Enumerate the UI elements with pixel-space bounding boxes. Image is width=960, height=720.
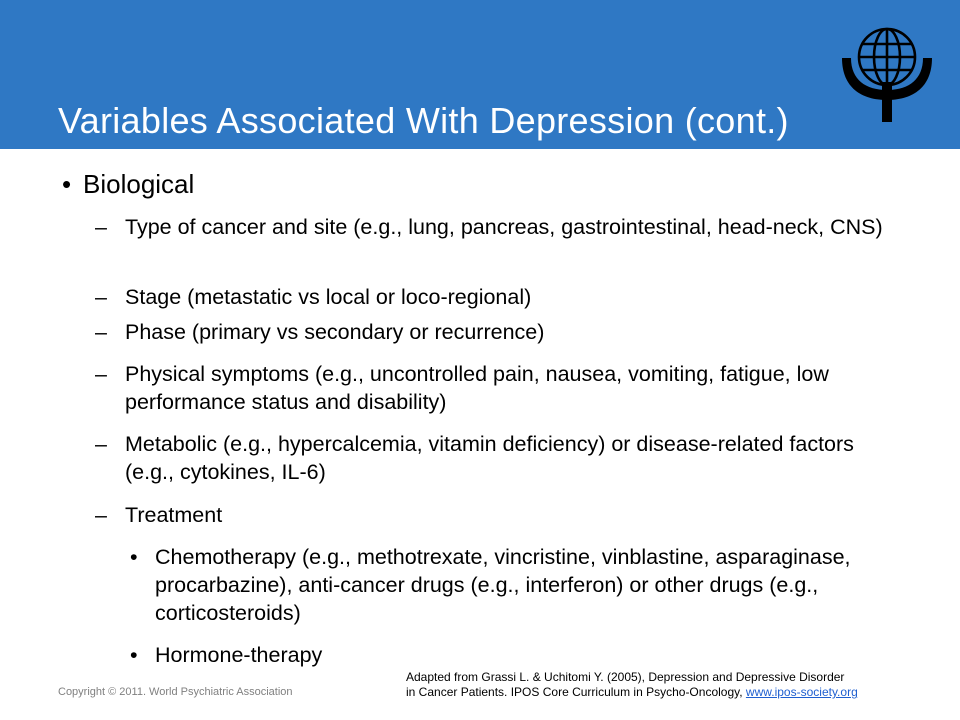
citation-line-1: Adapted from Grassi L. & Uchitomi Y. (2005), Depression and Depressive Disorder xyxy=(406,670,845,684)
sub-list-item-text: Hormone-therapy xyxy=(155,643,323,667)
bullet-text: Biological xyxy=(83,169,195,199)
dash-marker: – xyxy=(95,362,107,386)
sub-list-item-text: Chemotherapy (e.g., methotrexate, vincristine, vinblastine, asparaginase, procarbazine), anti-cancer drugs (e.g., interferon) or other drugs (e.g., corticosteroids) xyxy=(155,545,851,625)
citation-link[interactable]: www.ipos-society.org xyxy=(745,685,858,699)
list-item-text: Phase (primary vs secondary or recurrence) xyxy=(125,320,545,344)
bullet-marker: • xyxy=(62,169,72,199)
copyright-notice: Copyright © 2011. World Psychiatric Association xyxy=(58,686,293,698)
list-item-text: Physical symptoms (e.g., uncontrolled pain, nausea, vomiting, fatigue, low performance status and disability) xyxy=(125,362,829,414)
list-item-text: Treatment xyxy=(125,503,223,527)
list-item-text: Metabolic (e.g., hypercalcemia, vitamin deficiency) or disease-related factors (e.g., cytokines, IL-6) xyxy=(125,432,854,484)
world-psychiatric-association-logo-icon xyxy=(836,22,938,124)
list-item-text: Stage (metastatic vs local or loco-regional) xyxy=(125,285,532,309)
title-bar xyxy=(0,0,960,149)
dash-marker: – xyxy=(95,215,107,239)
dash-marker: – xyxy=(95,503,107,527)
list-item-text: Type of cancer and site (e.g., lung, pancreas, gastrointestinal, head-neck, CNS) xyxy=(125,215,883,239)
bullet-marker: • xyxy=(130,643,138,667)
dash-marker: – xyxy=(95,432,107,456)
bullet-marker: • xyxy=(130,545,138,569)
slide-title: Variables Associated With Depression (cont.) xyxy=(58,100,789,141)
citation-line-2 xyxy=(406,685,858,700)
dash-marker: – xyxy=(95,320,107,344)
citation xyxy=(406,670,858,700)
dash-marker: – xyxy=(95,285,107,309)
citation-line-2-text: in Cancer Patients. IPOS Core Curriculum in Psycho-Oncology, xyxy=(406,685,746,699)
